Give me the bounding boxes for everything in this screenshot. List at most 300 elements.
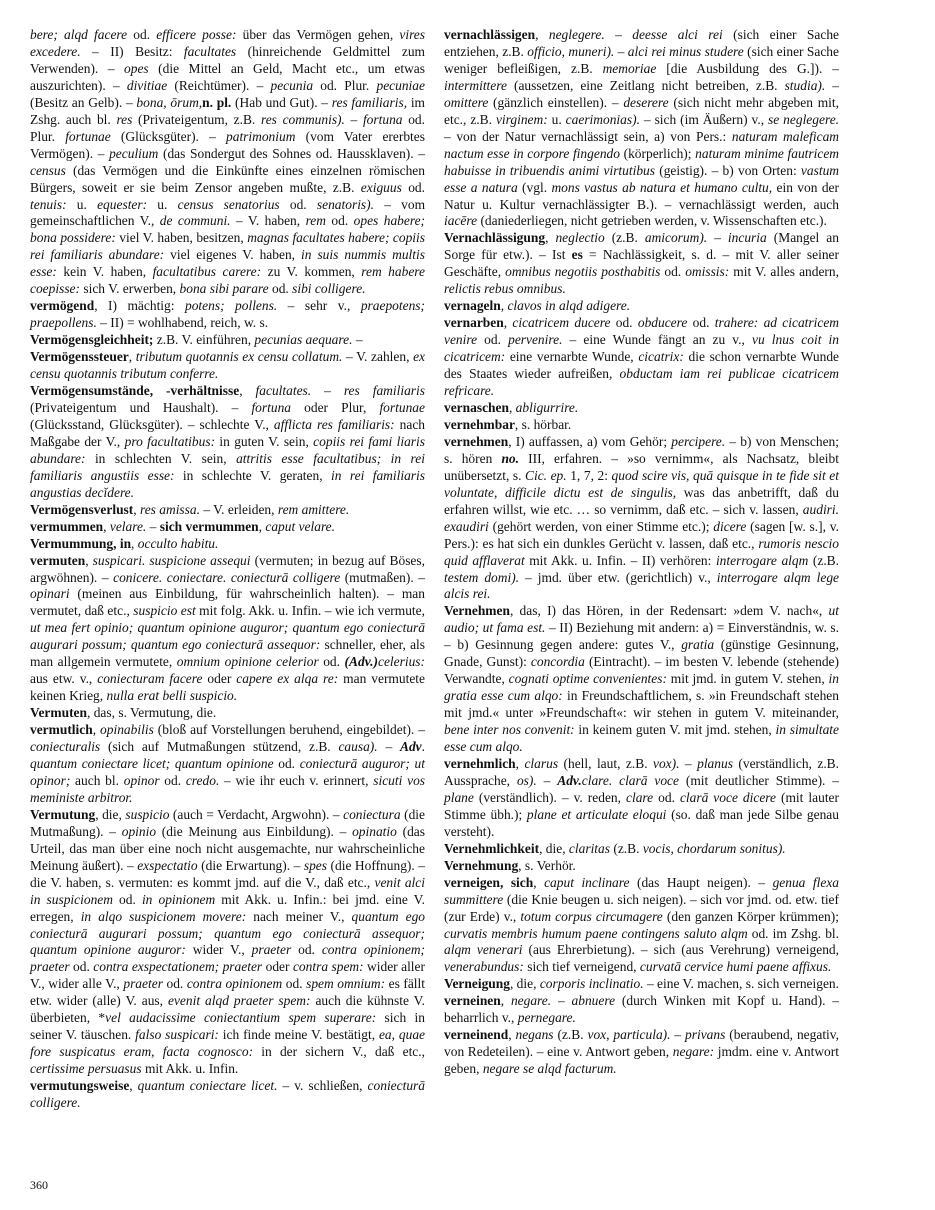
latin-term: omnibus negotiis posthabitis [505, 264, 661, 280]
entry-text: , [515, 755, 525, 771]
latin-term: fortuna [251, 399, 292, 415]
entry-text: (z.B. [604, 230, 645, 246]
entry-text: in Freundschaftlichem, s. »in Freundschaft stehen mit jmd.« unter »Freundschaft«: wir stehen in gutem V. miteinander, [444, 688, 839, 721]
latin-term: coniecturā auguror; ut opinor; [30, 755, 425, 788]
latin-term: deserere [623, 94, 669, 110]
entry-text: z.B. V. einführen, [153, 332, 255, 348]
latin-term: venerabundus: [444, 959, 524, 975]
latin-term: obducere [637, 315, 688, 331]
dictionary-entry [30, 332, 425, 349]
dictionary-entry [444, 434, 839, 604]
entry-text: – II) Beziehung mit andern: a) = Einverständnis, w. s. – b) Gesinnung gegen andere: gutes V., [444, 620, 839, 653]
entry-headword: verneinend [444, 1027, 509, 1043]
entry-text: (die Hoffnung). – die V. haben, s. vermuten: es kommt jmd. auf die V., daß etc., [30, 857, 425, 890]
dictionary-entry [444, 315, 839, 400]
entry-headword: Verneigung [444, 976, 510, 992]
latin-term: testem domi). [444, 569, 520, 585]
entry-text: , [103, 518, 110, 534]
latin-term: nulla erat belli suspicio. [106, 688, 238, 704]
entry-text: (vermuten; in bezug auf Böses, argwöhnen). – [30, 552, 425, 585]
entry-text: sich in seiner V. täuschen. [30, 1010, 425, 1043]
latin-term: coniecturam facere [97, 671, 203, 687]
entry-text: (z.B. [609, 840, 643, 856]
latin-term: fortunae [65, 128, 111, 144]
entry-text: , [500, 993, 511, 1009]
entry-text: (Reichtümer). – [167, 77, 271, 93]
dictionary-entry [444, 976, 839, 993]
latin-term: tributum quotannis ex censu collatum. [135, 349, 343, 365]
entry-text: (mit deutlicher Stimme). – [678, 772, 840, 788]
entry-text: viel eigenes V. haben, [164, 247, 302, 263]
left-column [30, 27, 425, 1112]
entry-text: – [551, 993, 572, 1009]
entry-text: ich finde meine V. bestätigt, [218, 1027, 379, 1043]
dictionary-entry [30, 519, 425, 536]
entry-text: – [311, 383, 344, 399]
entry-headword: Vermögensgleichheit; [30, 332, 154, 348]
entry-text: od. [268, 281, 293, 297]
latin-term: rem [305, 213, 326, 229]
latin-term: neglectio [555, 230, 605, 246]
latin-term: res familiaris [343, 383, 425, 399]
entry-text: – sehr v., [277, 298, 361, 314]
latin-term: facultates. [255, 383, 312, 399]
latin-term: abnuere [571, 993, 616, 1009]
entry-text: (sagen [w. s.], v. Pers.): es hat sich ein dunkles Gerücht v. lassen, daß etc., [444, 518, 839, 551]
latin-term: cicatricem ducere [512, 315, 611, 331]
latin-term: vel audacissime coniectantium spem superare: [105, 1010, 377, 1026]
latin-term: res familiaris, [331, 94, 408, 110]
entry-text: (die Erwartung). – [197, 857, 304, 873]
entry-text: od. [687, 315, 715, 331]
latin-term: rem amittere. [277, 501, 350, 517]
entry-text: schneller, eher, als man allgemein vermutete, [30, 637, 425, 670]
entry-text: , [92, 722, 101, 738]
latin-term: praepotens; praepollens. [30, 298, 426, 331]
latin-term: studia). [784, 77, 826, 93]
latin-term: gratia [681, 637, 715, 653]
entry-text: mit Akk. u. Infin. [141, 1061, 239, 1077]
entry-text: eine vernarbte Wunde, [505, 349, 639, 365]
entry-text: u. [66, 196, 98, 212]
entry-text: od. [273, 755, 300, 771]
latin-term: relictis rebus omnibus. [444, 281, 566, 297]
entry-text: – sich (im Äußern) v., [639, 111, 769, 127]
entry-text: viel V. haben, besitzen, [115, 230, 248, 246]
dictionary-entry [30, 349, 425, 383]
entry-text: (geistig). – b) von Orten: [655, 162, 801, 178]
entry-text: im Zshg. auch bl. [30, 94, 426, 127]
entry-headword: vernageln [444, 298, 501, 314]
entry-text: in der sichern V., daß etc., [253, 1044, 425, 1060]
latin-term: curvatā cervice humi paene affixus. [639, 959, 832, 975]
entry-text: III, erfahren. – »so vernimm«, als Nachsatz, bleibt unübersetzt, s. [444, 450, 839, 483]
entry-text: wider V., [185, 942, 252, 958]
latin-term: contra opinionem; praeter [30, 942, 425, 975]
entry-text: od. [660, 264, 686, 280]
latin-term: coniecturalis [30, 739, 101, 755]
entry-text: , s. Verhör. [518, 857, 576, 873]
latin-term: quantum coniectare licet. [137, 1078, 278, 1094]
latin-term: res [116, 111, 133, 127]
entry-text: – V. haben, [230, 213, 306, 229]
entry-text: (aus Ehrerbietung). – sich (aus Verehrung) verneigend, [522, 942, 840, 958]
entry-text: (günstige Gesinnung, Gnade, Gunst): [444, 637, 839, 670]
latin-term: praeter [251, 942, 292, 958]
entry-text: , [128, 349, 136, 365]
entry-headword: Vermuten [30, 705, 87, 721]
latin-term: pro facultatibus: [124, 433, 216, 449]
entry-text: – [670, 1027, 686, 1043]
entry-text: , [533, 874, 545, 890]
entry-text: – V. zahlen, [342, 349, 414, 365]
latin-term: percipere. [671, 433, 726, 449]
entry-text: – [344, 111, 363, 127]
entry-text: in schlechte V. geraten, [174, 467, 332, 483]
latin-term: totum corpus circumagere [520, 908, 663, 924]
latin-term: pecunias aequare. [254, 332, 353, 348]
entry-text: sich V. erwerben, [80, 281, 180, 297]
latin-term: exspectatio [137, 857, 198, 873]
entry-text: (sich auf Mutmaßungen stützend, z.B. [100, 739, 339, 755]
latin-term: pervenire. [508, 332, 563, 348]
entry-text: (Privateigentum, z.B. [132, 111, 261, 127]
entry-text: nach meiner V., [246, 908, 352, 924]
latin-term: cognati optime convenientes: [508, 671, 667, 687]
entry-text: – II) Besitz: [80, 43, 184, 59]
latin-term: cicatrix: [638, 349, 684, 365]
entry-headword: Vernachlässigung [444, 230, 546, 246]
latin-term: vires excedere. [30, 27, 425, 59]
latin-term: intermittere [444, 77, 507, 93]
entry-text: – v. schließen, [277, 1078, 368, 1094]
entry-text: – II) = wohlhabend, reich, w. s. [96, 315, 269, 331]
latin-term: negare: [672, 1044, 715, 1060]
latin-term: suspicari. suspicione assequi [92, 552, 251, 568]
latin-term: vu lnus coit in cicatricem: [444, 332, 839, 365]
latin-term: efficere posse: [156, 27, 237, 42]
entry-text: mit Akk. u. Infin.: bei jmd. eine V. erregen, [30, 891, 425, 924]
latin-term: spem omnium: [306, 976, 386, 992]
entry-text: (sich nicht mehr abgeben mit, etc., z.B. [444, 94, 839, 127]
entry-text: (gehört werden, von einer Stimme etc.); [488, 518, 714, 534]
entry-text: – vom gemeinschaftlichen V., [30, 196, 426, 229]
latin-term: interrogare alqm [715, 552, 809, 568]
dictionary-entry [444, 756, 839, 841]
entry-text: (Mangel an Sorge für etw.). – Ist [444, 230, 839, 263]
dictionary-entry [30, 502, 425, 519]
entry-headword: Vernehmung [444, 857, 519, 873]
entry-text: sich tief verneigend, [523, 959, 640, 975]
dictionary-entry [30, 536, 425, 553]
latin-term: rem habere coepisse: [30, 264, 426, 297]
entry-text: od. [477, 332, 509, 348]
latin-term: quod scire vis, quā quisque in te fide sit et voluntate, difficile dictu est de singulis, [444, 467, 839, 500]
latin-term: alqm venerari [444, 942, 523, 958]
entry-text: , die, [509, 976, 540, 992]
dictionary-entry [444, 858, 839, 875]
entry-headword: vernaschen [444, 399, 509, 415]
dictionary-entry [444, 400, 839, 417]
latin-term: exiguus [360, 179, 402, 195]
latin-term: obductam iam rei publicae cicatricem refricare. [444, 366, 839, 399]
latin-term: occulto habitu. [137, 535, 219, 551]
entry-text: (das Vermögen und die Einkünfte eines einzelnen römischen Bürgers, soweit er sie beim Zensor angeben mußte, z.B. [30, 162, 425, 195]
entry-text: (z.B. [808, 552, 839, 568]
latin-term: clarus [524, 755, 559, 771]
latin-term: evenit alqd praeter spem: [167, 993, 311, 1009]
latin-term: rumoris nescio quid afflaverat [444, 535, 839, 568]
latin-term: bona sibi parare [179, 281, 269, 297]
entry-text: od. [291, 942, 322, 958]
latin-term: iacēre [444, 213, 478, 229]
latin-term: venit alci in suspicionem [30, 874, 425, 907]
latin-term: res amissa. [139, 501, 200, 517]
entry-text: od. [69, 959, 94, 975]
latin-term: curvatis membris humum paene contingens saluto alqm [444, 925, 748, 941]
entry-text: (bloß auf Vorstellungen beruhend, eingebildet). – [153, 722, 425, 738]
latin-term: opinio [121, 823, 157, 839]
entry-text: od. [653, 789, 680, 805]
entry-text: (verständlich). – v. reden, [473, 789, 626, 805]
entry-text: jmdm. eine v. Antwort geben, [444, 1044, 839, 1077]
entry-text: (durch Winken mit Kopf u. Hand). – beharrlich v., [444, 993, 840, 1026]
entry-text: (aussetzen, eine Zeitlang nicht betreiben, z.B. [506, 77, 785, 93]
latin-term: os). [516, 772, 537, 788]
entry-headword: vernehmbar [444, 416, 515, 432]
latin-term: opinabilis [100, 722, 154, 738]
dictionary-entry [444, 417, 839, 434]
entry-headword: vernehmlich [444, 755, 516, 771]
entry-text: (gänzlich einstellen). – [488, 94, 624, 110]
right-column [444, 27, 839, 1078]
entry-text: , I) auffassen, a) vom Gehör; [508, 433, 672, 449]
entry-text: (so. daß man jede Silbe genau versteht). [444, 806, 839, 839]
latin-term: claritas [568, 840, 610, 856]
entry-text: , [503, 315, 513, 331]
latin-term: facultatibus carere: [152, 264, 262, 280]
latin-term: caput inclinare [544, 874, 630, 890]
entry-text: (hell, laut, z.B. [558, 755, 653, 771]
entry-text: . [421, 739, 425, 755]
latin-term: tenuis: [30, 196, 67, 212]
entry-text: od. [127, 27, 157, 42]
latin-term: opes [124, 60, 149, 76]
entry-text: 1, 7, 2: [566, 467, 612, 483]
entry-text: – von der Natur vernachlässigt sein, a) von Pers.: [444, 128, 732, 144]
latin-term: copiis rei fami liaris abundare: [30, 433, 425, 466]
entry-text: od. [159, 772, 186, 788]
entry-headword: vernachlässigen [444, 27, 536, 42]
entry-headword: Vermögensverlust [30, 501, 134, 517]
entry-text: (das Urteil, das man über eine noch nicht ausgemachte, nur wahrscheinliche Meinung äußert). – [30, 823, 425, 873]
latin-term: senatoris). [316, 196, 374, 212]
entry-text: od. [401, 179, 426, 195]
entry-text: – [707, 230, 728, 246]
dictionary-entry [30, 1078, 425, 1112]
entry-headword: verneigen, sich [444, 874, 534, 890]
entry-text: od. [325, 213, 354, 229]
entry-text: – [825, 77, 840, 93]
entry-text: mit jmd. in gutem V. stehen, [666, 671, 829, 687]
latin-term: census [30, 162, 66, 178]
entry-text: (Glücksstand, Glücksgüter). – schlechte V., [30, 416, 274, 432]
entry-headword: vermuten [30, 552, 86, 568]
entry-text: [die Ausbildung des G.]). – [656, 60, 839, 76]
entry-headword: sich vermummen [159, 518, 259, 534]
entry-text: od. Plur. [30, 111, 425, 144]
latin-term: vastum esse a natura [444, 162, 839, 195]
entry-headword: verneinen [444, 993, 501, 1009]
latin-term: celerius: [378, 654, 426, 670]
entry-text: , [508, 399, 516, 415]
page-number: 360 [30, 1178, 48, 1192]
entry-text: , die, [539, 840, 569, 856]
latin-term: pecunia [270, 77, 314, 93]
latin-term: in rei familiaris angustias decĭdere. [30, 467, 425, 500]
entry-text: die schon vernarbte Wunde des Staates wieder aufreißen, [444, 349, 839, 382]
dictionary-entry [444, 298, 839, 315]
latin-term: clare. clarā voce [581, 772, 679, 788]
latin-term: opinatio [352, 823, 397, 839]
entry-text: , das, I) das Hören, in der Redensart: »dem V. nach«, [509, 603, 829, 619]
latin-term: ea, quae fore suspicatus eram, facta cognosco: [30, 1027, 425, 1060]
latin-term: clavos in alqd adigere. [507, 298, 631, 314]
entry-text: (auch = Verdacht, Argwohn). – [169, 806, 344, 822]
latin-term: suspicio [125, 806, 170, 822]
latin-term: officio, muneri). [527, 43, 615, 59]
latin-term: trahere: ad cicatricem venire [444, 315, 840, 348]
entry-text: u. [547, 111, 566, 127]
latin-term: quantum ego coniecturā augurari possum; quantum ego coniecturā assequor; quantum opinione auguror: [30, 908, 426, 958]
grammar-abbr: Adv [399, 739, 422, 755]
entry-text: – [377, 739, 400, 755]
latin-term: privans [685, 1027, 726, 1043]
latin-term: contra spem: [292, 959, 364, 975]
entry-headword: Vermögenssteuer [30, 349, 129, 365]
dictionary-entry [444, 841, 839, 858]
latin-term: fortunae [379, 399, 425, 415]
latin-term: mons vastus ab natura et humano cultu, [551, 179, 773, 195]
latin-term: suspicio est [133, 603, 196, 619]
entry-text: , [133, 501, 140, 517]
entry-text: od. [112, 891, 142, 907]
entry-text: od. [162, 976, 187, 992]
entry-text: , das, s. Vermutung, die. [86, 705, 217, 721]
latin-term: naturam maleficam nactum esse in corpore fingendo [444, 128, 839, 161]
entry-headword: n. pl. [202, 94, 232, 110]
latin-term: magnas facultates habere; copiis rei familiaris abundare: [30, 230, 426, 263]
latin-term: pecuniae [376, 77, 425, 93]
latin-term: se neglegere. [768, 111, 840, 127]
entry-text: oder Plur, [291, 399, 380, 415]
dictionary-entry [444, 603, 839, 756]
latin-term: pernegare. [517, 1010, 576, 1026]
latin-term: ut audio; ut fama est. [444, 603, 839, 636]
entry-text: auch bl. [70, 772, 124, 788]
latin-term: de communi. [159, 213, 231, 229]
dictionary-entry [30, 705, 425, 722]
entry-text: (sich einer Sache weniger befleißigen, z.B. [444, 43, 839, 76]
latin-term: naturam minime fautricem habuisse in tribuendis animi virtutibus [444, 145, 840, 178]
dictionary-entry [30, 553, 425, 706]
latin-term: causa). [338, 739, 378, 755]
entry-text: (die Mutmaßung). – [30, 806, 425, 839]
latin-term: praeter [123, 976, 163, 992]
latin-term: memoriae [602, 60, 657, 76]
entry-headword: Vernehmlichkeit [444, 840, 540, 856]
entry-text: (die Meinung aus Einbildung). – [156, 823, 353, 839]
entry-text: (hinreichende Geldmittel zum Verwenden). – [30, 43, 425, 76]
latin-term: amicorum). [644, 230, 708, 246]
latin-term: quantum coniectare licet; quantum opinione [30, 755, 274, 771]
entry-text: nach Maßgabe der V., [30, 416, 426, 449]
latin-term: caput velare. [265, 518, 336, 534]
latin-term: alci rei minus studere [627, 43, 744, 59]
entry-text: = Nachlässigkeit, s. d. – mit V. aller seiner Geschäfte, [444, 247, 839, 280]
latin-term: res communis). [260, 111, 345, 127]
entry-text: (verständlich, z.B. Aussprache, [444, 755, 840, 788]
entry-text: – b) von Menschen; s. hören [444, 433, 840, 466]
entry-text: – [352, 332, 363, 348]
entry-text: – [536, 772, 558, 788]
latin-term: coniecturā colligere. [30, 1078, 426, 1111]
latin-term: falso suspicari: [135, 1027, 219, 1043]
entry-text: (das Sondergut des Sohnes od. Haussklaven). – [158, 145, 425, 161]
latin-term: Cic. ep. [525, 467, 567, 483]
entry-text: – eine Wunde fängt an zu v., [562, 332, 752, 348]
entry-text: oder [262, 959, 293, 975]
entry-text: (Eintracht). – im besten V. lebende (stehende) Verwandte, [444, 654, 839, 687]
latin-term: facultates [183, 43, 237, 59]
latin-term: contra opinionem [186, 976, 283, 992]
latin-term: credo. [185, 772, 220, 788]
entry-text: – [604, 27, 633, 42]
latin-term: abligurrire. [515, 399, 579, 415]
entry-headword: vermögend [30, 298, 95, 314]
entry-text: – [679, 755, 698, 771]
entry-text: , I) mächtig: [94, 298, 185, 314]
entry-text: (vom Vater ererbtes Vermögen). – [30, 128, 425, 161]
entry-text: (Privateigentum und Haushalt). – [30, 399, 252, 415]
entry-text: (die Mittel an Geld, Macht etc., um etwas auszurichten). – [30, 60, 426, 93]
dictionary-entry [30, 807, 425, 1078]
latin-term: certissime persuasus [30, 1061, 142, 1077]
latin-term: in opinionem [141, 891, 216, 907]
latin-term: negans [515, 1027, 554, 1043]
entry-text: , [258, 518, 266, 534]
entry-text: , [129, 1078, 138, 1094]
dictionary-entry [30, 722, 425, 807]
latin-term: afflicta res familiaris: [273, 416, 395, 432]
entry-text: (Hab und Gut). – [231, 94, 332, 110]
entry-text: (meinen aus Einbildung, für wahrscheinlich halten). – man vermutet, daß etc., [30, 586, 425, 619]
entry-text: , [508, 1027, 516, 1043]
entry-text: in keinem guten V. mit jmd. stehen, [574, 722, 776, 738]
entry-text: (sich einer Sache entziehen, z.B. [444, 27, 840, 59]
latin-term: sibi colligere. [292, 281, 366, 297]
entry-headword: vermummen [30, 518, 104, 534]
entry-text: – wie ihr euch v. erinnert, [219, 772, 374, 788]
entry-text: u. [147, 196, 178, 212]
entry-text: – [146, 518, 160, 534]
entry-text: – jmd. über etw. (gerichtlich) v., [519, 569, 717, 585]
dictionary-entry [444, 230, 839, 298]
entry-text: od. [282, 976, 307, 992]
dictionary-entry [444, 27, 839, 230]
latin-term: census senatorius [177, 196, 280, 212]
entry-text: in schlechten V. sein, [85, 450, 237, 466]
